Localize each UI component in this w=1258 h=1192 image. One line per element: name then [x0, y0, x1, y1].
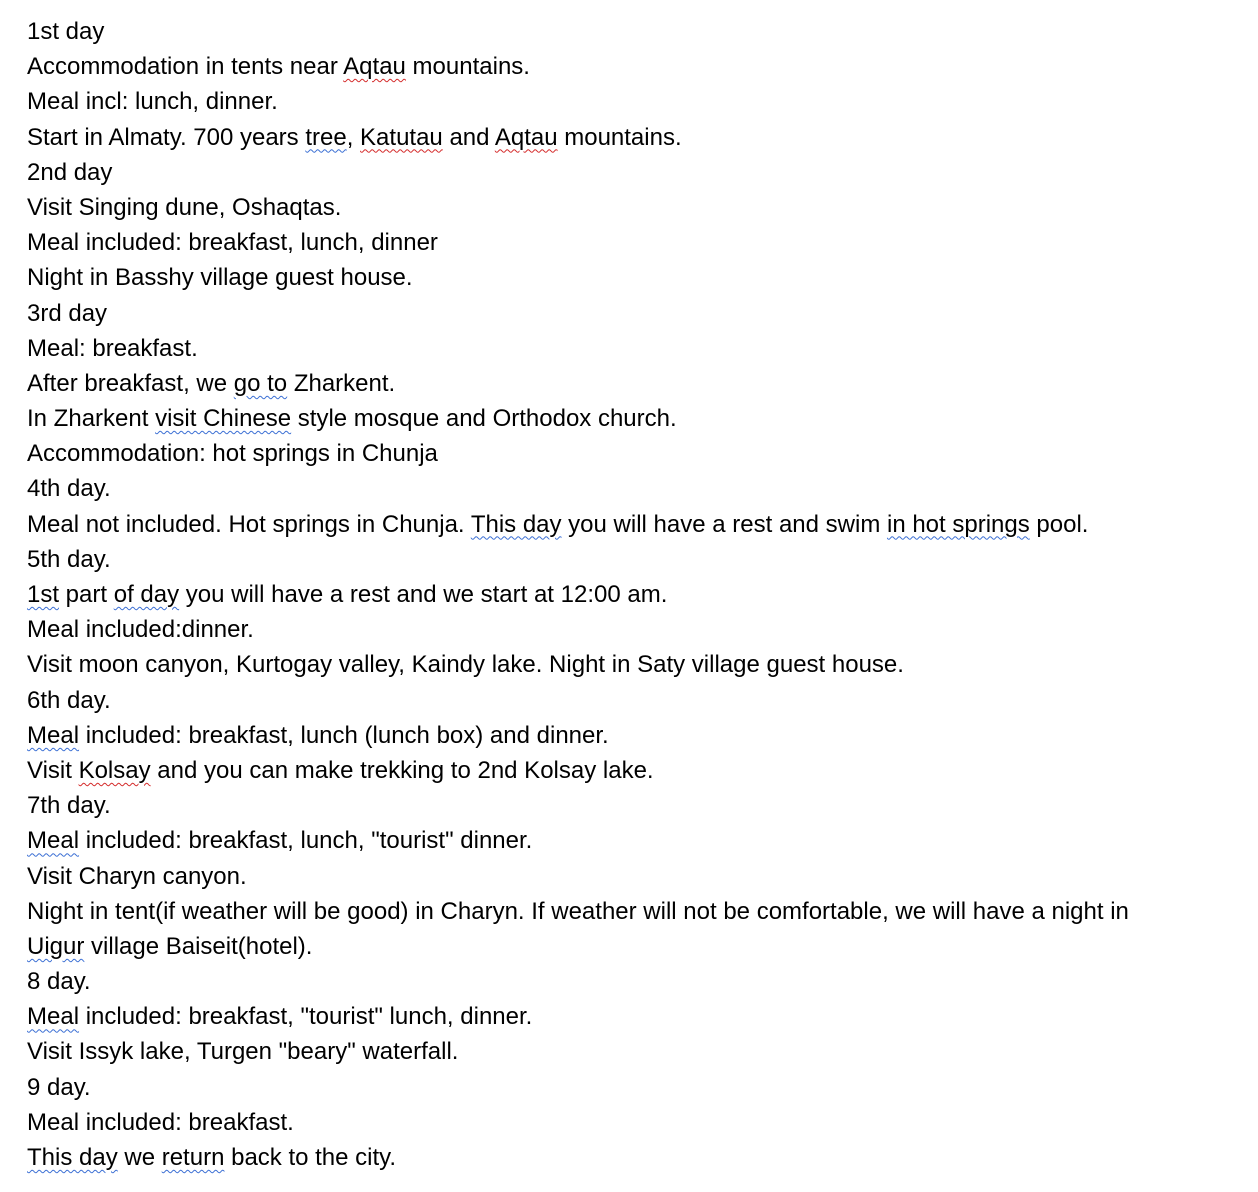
- grammar-flagged-phrase: This day: [27, 1144, 118, 1171]
- grammar-flagged-phrase: Meal: [27, 827, 80, 855]
- grammar-flagged-phrase: tree: [305, 123, 347, 151]
- text-line: [27, 1105, 1247, 1140]
- text-line: [27, 683, 1247, 718]
- text-line: [27, 366, 1247, 401]
- text-segment: 5th day.: [27, 545, 111, 573]
- text-segment: Night in Basshy village guest house.: [27, 264, 413, 292]
- text-segment: Visit Charyn canyon.: [27, 862, 247, 890]
- text-segment: and: [442, 123, 495, 151]
- text-segment: ,: [346, 123, 361, 151]
- text-segment: Meal included: breakfast.: [27, 1108, 294, 1136]
- text-segment: 2nd day: [27, 158, 113, 186]
- text-segment: Accommodation in tents near: [27, 53, 344, 81]
- grammar-flagged-phrase: Uigur: [27, 932, 85, 960]
- text-segment: Meal included:dinner.: [27, 616, 254, 644]
- text-line: [27, 296, 1247, 331]
- text-line: [27, 542, 1247, 577]
- text-line: [27, 260, 1247, 295]
- text-line: [27, 225, 1247, 260]
- grammar-flagged-phrase: in hot springs: [886, 510, 1030, 538]
- document-body: [27, 14, 1247, 1175]
- text-segment: part: [59, 581, 114, 608]
- text-segment: Accommodation: hot springs in Chunja: [27, 440, 438, 468]
- text-segment: 7th day.: [27, 792, 111, 820]
- text-line: [27, 49, 1247, 84]
- text-segment: 4th day.: [27, 475, 111, 503]
- text-segment: 1st day: [27, 18, 105, 45]
- spelling-flagged-word: Kolsay: [78, 756, 151, 784]
- text-line: [27, 84, 1247, 119]
- text-line: [27, 436, 1247, 471]
- text-line: [27, 753, 1247, 788]
- grammar-flagged-phrase: go to: [233, 369, 288, 397]
- text-line: [27, 964, 1247, 999]
- text-line: [27, 120, 1247, 155]
- text-segment: In Zharkent: [27, 405, 156, 433]
- text-line: [27, 929, 1247, 964]
- grammar-flagged-phrase: Meal: [27, 721, 80, 749]
- text-segment: you will have a rest and swim: [561, 510, 887, 538]
- text-line: [27, 1034, 1247, 1069]
- text-line: [27, 823, 1247, 858]
- text-segment: included: breakfast, lunch, "tourist" dinner.: [79, 827, 533, 855]
- text-line: [27, 999, 1247, 1034]
- text-line: [27, 507, 1247, 542]
- text-line: [27, 1070, 1247, 1105]
- spelling-flagged-word: Katutau: [360, 123, 443, 151]
- text-line: [27, 14, 1247, 49]
- grammar-flagged-phrase: Meal: [27, 1003, 80, 1031]
- text-segment: Start in Almaty. 700 years: [27, 123, 306, 151]
- text-line: [27, 471, 1247, 506]
- text-line: [27, 1140, 1247, 1175]
- text-line: [27, 788, 1247, 823]
- text-line: [27, 155, 1247, 190]
- text-segment: included: breakfast, lunch (lunch box) and dinner.: [79, 721, 609, 749]
- text-segment: Visit Singing dune, Oshaqtas.: [27, 193, 342, 221]
- grammar-flagged-phrase: return: [161, 1144, 225, 1171]
- text-segment: Visit Issyk lake, Turgen "beary" waterfall.: [27, 1038, 459, 1066]
- text-line: [27, 647, 1247, 682]
- text-line: [27, 331, 1247, 366]
- text-line: [27, 612, 1247, 647]
- spelling-flagged-word: Aqtau: [343, 53, 406, 81]
- text-line: [27, 190, 1247, 225]
- text-segment: After breakfast, we: [27, 369, 234, 397]
- text-segment: mountains.: [557, 123, 682, 151]
- text-segment: Meal incl: lunch, dinner.: [27, 88, 278, 116]
- text-segment: 8 day.: [27, 968, 91, 996]
- text-segment: back to the city.: [224, 1144, 397, 1171]
- grammar-flagged-phrase: 1st: [27, 581, 60, 608]
- text-segment: mountains.: [405, 53, 530, 81]
- text-segment: Meal included: breakfast, lunch, dinner: [27, 229, 438, 257]
- spelling-flagged-word: Aqtau: [494, 123, 558, 151]
- text-segment: we: [117, 1144, 162, 1171]
- text-line: [27, 577, 1247, 612]
- text-segment: Meal not included. Hot springs in Chunja.: [27, 510, 471, 538]
- grammar-flagged-phrase: This day: [470, 510, 562, 538]
- text-segment: style mosque and Orthodox church.: [291, 405, 677, 433]
- text-segment: included: breakfast, "tourist" lunch, dinner.: [79, 1003, 533, 1031]
- text-segment: you will have a rest and we start at 12:00 am.: [179, 581, 668, 608]
- text-segment: 6th day.: [27, 686, 111, 714]
- text-segment: 9 day.: [27, 1073, 91, 1101]
- text-line: [27, 718, 1247, 753]
- text-segment: Night in tent(if weather will be good) in Charyn. If weather will not be comfortable, we will have a night in: [27, 897, 1129, 925]
- text-line: [27, 401, 1247, 436]
- text-segment: Zharkent.: [287, 369, 396, 397]
- grammar-flagged-phrase: of day: [113, 581, 180, 608]
- text-segment: Meal: breakfast.: [27, 334, 198, 362]
- text-line: [27, 859, 1247, 894]
- text-segment: and you can make trekking to 2nd Kolsay lake.: [150, 756, 654, 784]
- text-segment: village Baiseit(hotel).: [84, 932, 313, 960]
- text-line: [27, 894, 1247, 929]
- text-segment: 3rd day: [27, 299, 108, 327]
- text-segment: Visit moon canyon, Kurtogay valley, Kaindy lake. Night in Saty village guest house.: [27, 651, 904, 679]
- text-segment: pool.: [1029, 510, 1089, 538]
- text-segment: Visit: [27, 756, 79, 784]
- grammar-flagged-phrase: visit Chinese: [155, 405, 292, 433]
